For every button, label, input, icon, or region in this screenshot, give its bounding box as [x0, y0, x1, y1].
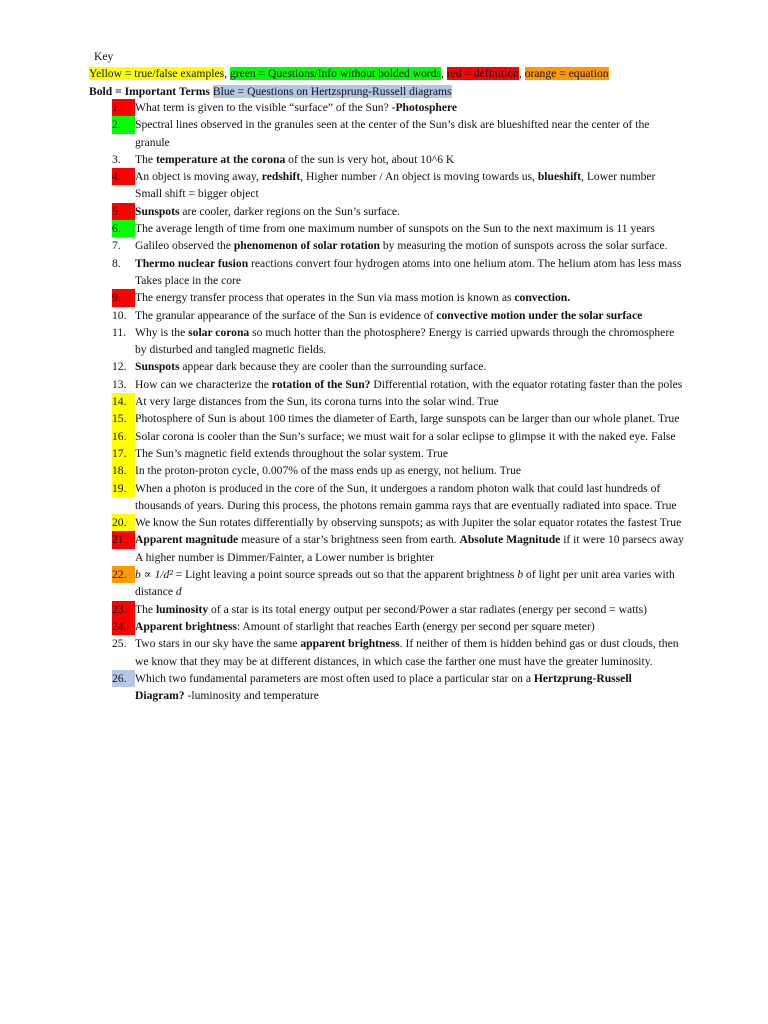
text-segment: , Lower number: [581, 170, 656, 184]
legend-line-2: [89, 83, 689, 100]
text-segment: so much hotter than the photosphere? Energy is carried upwards through the chromosphere by disturbed and tangled magnetic fields.: [135, 325, 675, 357]
list-item: [112, 99, 684, 116]
item-number: 15.: [112, 410, 135, 427]
bold-term: phenomenon of solar rotation: [233, 239, 380, 253]
item-note: A higher number is Dimmer/Fainter, a Lower number is brighter: [135, 550, 434, 564]
text-segment: Differential rotation, with the equator rotating faster than the poles: [370, 377, 683, 391]
list-item: [112, 393, 684, 410]
text-segment: -luminosity and temperature: [184, 689, 319, 703]
item-number: 26.: [112, 670, 135, 687]
text-segment: , Higher number / An object is moving towards us,: [300, 170, 538, 184]
list-item: [112, 531, 684, 566]
bold-term: redshift: [261, 170, 301, 184]
bold-term: blueshift: [537, 170, 582, 184]
list-item: [112, 445, 684, 462]
text-segment: At very large distances from the Sun, its corona turns into the solar wind. True: [135, 395, 499, 409]
text-segment: When a photon is produced in the core of the Sun, it undergoes a random photon walk that could last hundreds of thousands of years. During this process, the photons remain gamma rays that are eventually radiated into space. True: [135, 481, 677, 512]
list-item: [112, 428, 684, 445]
bold-term: apparent brightness: [300, 637, 400, 651]
item-text: [135, 670, 684, 705]
text-segment: An object is moving away,: [135, 170, 262, 184]
text-segment: appear dark because they are cooler than the surrounding surface.: [179, 360, 487, 374]
text-segment: of light per unit area varies with distance: [135, 568, 675, 599]
item-number: 13.: [112, 377, 127, 391]
item-number: 9.: [112, 289, 135, 306]
item-text: [135, 618, 684, 635]
text-segment: Photosphere of Sun is about 100 times the diameter of Earth, large sunspots can be larger than our whole planet. True: [135, 412, 680, 426]
item-number: 25.: [112, 637, 127, 651]
item-text: [135, 462, 684, 479]
item-number: 5.: [112, 203, 135, 220]
text-segment: are cooler, darker regions on the Sun’s surface.: [179, 204, 400, 218]
item-number: 19.: [112, 480, 135, 497]
text-segment: : Amount of starlight that reaches Earth (energy per second per square meter): [236, 619, 595, 633]
item-text: [135, 168, 684, 185]
text-segment: Galileo observed the: [135, 239, 234, 253]
legend-bold: Bold = Important Terms: [89, 84, 210, 98]
legend-blue: Blue = Questions on Hertzsprung-Russell diagrams: [212, 84, 452, 98]
item-number: 17.: [112, 445, 135, 462]
item-text: [135, 514, 684, 531]
list-item: [112, 514, 684, 531]
text-segment: Why is the: [135, 325, 189, 339]
list-item: [112, 566, 684, 601]
item-number: 8.: [112, 256, 121, 270]
item-text: [135, 376, 684, 393]
text-segment: How can we characterize the: [135, 377, 272, 391]
legend-green: green = Questions/Info without bolded words: [229, 67, 441, 81]
bold-term: Sunspots: [135, 360, 180, 374]
text-segment: What term is given to the visible “surface” of the Sun? -: [135, 101, 396, 114]
text-segment: b: [517, 568, 524, 582]
item-number: 16.: [112, 428, 135, 445]
text-segment: Which two fundamental parameters are most often used to place a particular star on a: [135, 671, 534, 685]
bold-term: temperature at the corona: [155, 152, 286, 166]
text-segment: Two stars in our sky have the same: [135, 637, 301, 651]
item-number: 7.: [112, 239, 121, 253]
bold-term: Photosphere: [395, 101, 458, 114]
bold-term: Absolute Magnitude: [459, 533, 561, 547]
item-text: [135, 203, 684, 220]
item-number: 22.: [112, 566, 135, 583]
item-number: 10.: [112, 308, 127, 322]
list-item: [112, 151, 684, 168]
text-segment: The energy transfer process that operates in the Sun via mass motion is known as: [135, 291, 515, 305]
list-item: [112, 670, 684, 705]
item-text: [135, 531, 684, 548]
bold-term: rotation of the Sun?: [271, 377, 371, 391]
text-segment: The granular appearance of the surface of the Sun is evidence of: [135, 308, 437, 322]
text-segment: by measuring the motion of sunspots across the solar surface.: [379, 239, 668, 253]
item-text: [135, 428, 684, 445]
list-item: [112, 307, 684, 324]
list-item: [112, 635, 684, 670]
item-text: [135, 358, 684, 375]
list-item: [112, 376, 684, 393]
key-header: [89, 48, 689, 100]
bold-term: solar corona: [188, 325, 250, 339]
question-list: [112, 99, 684, 704]
text-segment: measure of a star’s brightness seen from earth.: [238, 533, 460, 547]
bold-term: Hertzprung-Russell Diagram?: [135, 671, 632, 703]
item-text: [135, 324, 684, 359]
text-segment: Spectral lines observed in the granules seen at the center of the Sun’s disk are blueshifted near the center of the granule: [135, 118, 650, 149]
key-title: Key: [94, 50, 114, 63]
bold-term: Apparent brightness: [135, 619, 237, 633]
item-number: 21.: [112, 531, 135, 548]
item-text: [135, 393, 684, 410]
item-number: 14.: [112, 393, 135, 410]
bold-term: convective motion under the solar surface: [436, 308, 643, 322]
item-text: [135, 220, 684, 237]
item-number: 24.: [112, 618, 135, 635]
item-text: [135, 99, 684, 116]
text-segment: d: [175, 585, 182, 599]
item-note: Takes place in the core: [135, 273, 242, 287]
bold-term: Thermo nuclear fusion: [135, 256, 249, 270]
text-segment: We know the Sun rotates differentially by observing sunspots; as with Jupiter the solar equator rotates the fastest True: [135, 516, 682, 530]
list-item: [112, 618, 684, 635]
text-segment: In the proton-proton cycle, 0.007% of the mass ends up as energy, not helium. True: [135, 464, 522, 478]
text-segment: = Light leaving a point source spreads out so that the apparent brightness: [172, 568, 518, 582]
text-segment: The: [135, 602, 156, 616]
text-segment: . If neither of them is hidden behind gas or dust clouds, then we know that they may be at different distances, in which case the farther one must have the greater luminosity.: [135, 637, 679, 668]
item-number: 23.: [112, 601, 135, 618]
bold-term: Apparent magnitude: [135, 533, 239, 547]
item-text: [135, 601, 684, 618]
item-number: 3.: [112, 152, 121, 166]
item-text: [135, 237, 684, 254]
legend-orange: orange = equation: [524, 67, 609, 81]
item-text: [135, 289, 684, 306]
item-number: 12.: [112, 360, 127, 374]
text-segment: if it were 10 parsecs away: [560, 533, 684, 547]
text-segment: The average length of time from one maximum number of sunspots on the Sun to the next maximum is 11 years: [135, 222, 655, 236]
list-item: [112, 203, 684, 220]
list-item: [112, 168, 684, 203]
item-number: 4.: [112, 168, 135, 185]
item-number: 1.: [112, 99, 135, 116]
list-item: [112, 116, 684, 151]
bold-term: convection.: [514, 291, 571, 305]
item-text: [135, 151, 684, 168]
text-segment: The Sun’s magnetic field extends throughout the solar system. True: [135, 446, 448, 460]
list-item: [112, 220, 684, 237]
color-legend: Yellow = true/false examples, green = Questions/Info without bolded words, red = definition, orange = equation: [89, 67, 609, 81]
legend-red: red = definition: [446, 67, 519, 81]
item-number: 20.: [112, 514, 135, 531]
item-text: [135, 116, 684, 151]
item-text: [135, 445, 684, 462]
text-segment: reactions convert four hydrogen atoms into one helium atom. The helium atom has less mass: [248, 256, 682, 270]
item-note: Small shift = bigger object: [135, 187, 259, 201]
item-text: [135, 410, 684, 427]
text-segment: of the sun is very hot, about 10^6 K: [285, 152, 455, 166]
item-text: [135, 307, 684, 324]
list-item: [112, 324, 684, 359]
text-segment: Solar corona is cooler than the Sun’s surface; we must wait for a solar eclipse to glimpse it with the naked eye. False: [135, 429, 676, 443]
list-item: [112, 255, 684, 290]
item-number: 18.: [112, 462, 135, 479]
item-text: [135, 566, 684, 601]
bold-term: luminosity: [155, 602, 209, 616]
list-item: [112, 289, 684, 306]
text-segment: The: [135, 152, 156, 166]
list-item: [112, 410, 684, 427]
item-text: [135, 255, 684, 272]
list-item: [112, 237, 684, 254]
item-number: 2.: [112, 116, 135, 133]
item-text: [135, 480, 684, 515]
item-number: 6.: [112, 220, 135, 237]
item-number: 11.: [112, 325, 127, 339]
text-segment: of a star is its total energy output per second/Power a star radiates (energy per second = watts): [208, 602, 647, 616]
legend-yellow: Yellow = true/false examples: [89, 67, 225, 81]
list-item: [112, 358, 684, 375]
list-item: [112, 462, 684, 479]
item-text: [135, 635, 684, 670]
text-segment: b ∝ 1/d²: [135, 568, 173, 582]
list-item: [112, 601, 684, 618]
list-item: [112, 480, 684, 515]
bold-term: Sunspots: [135, 204, 180, 218]
